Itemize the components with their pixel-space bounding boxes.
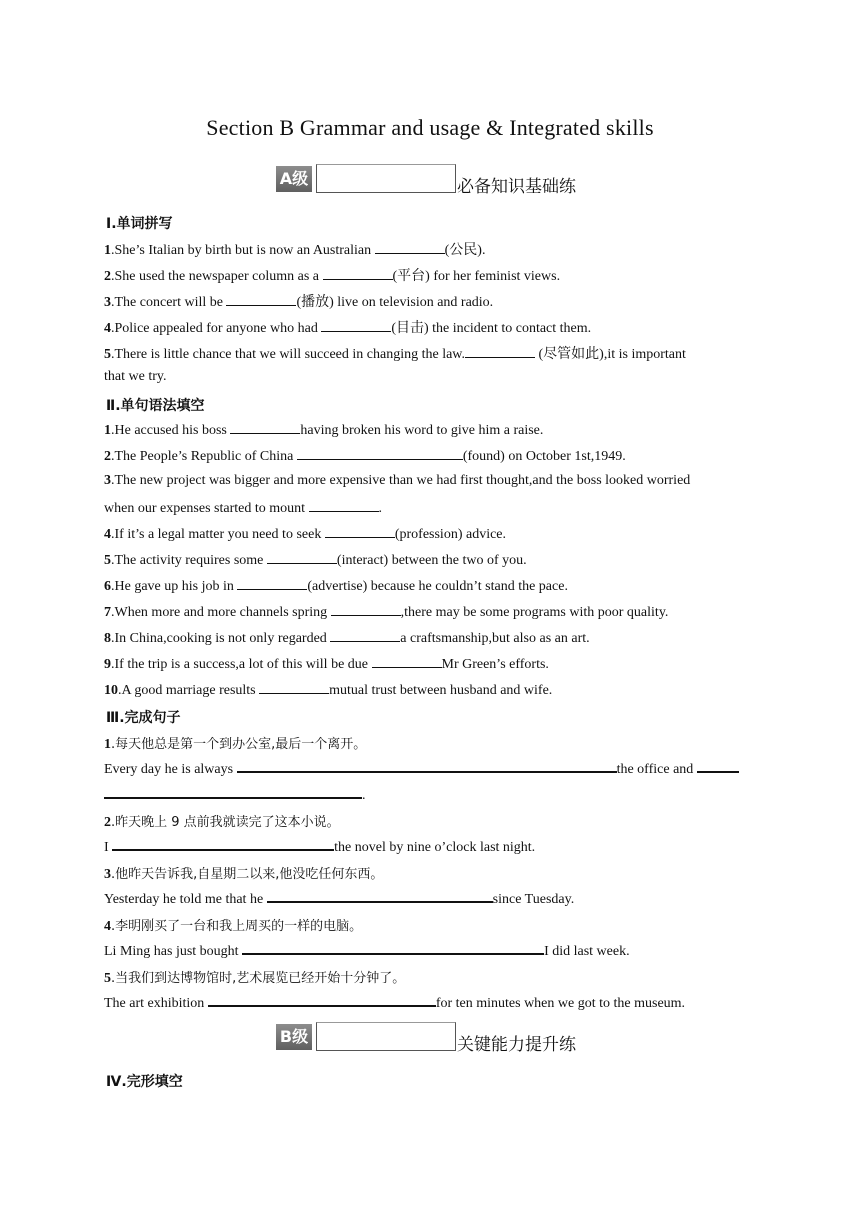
s1-item-5-cont: that we try. — [104, 369, 167, 384]
s2-item-9: 9.If the trip is a success,a lot of this will be due Mr Green’s efforts. — [104, 657, 549, 672]
answer-blank[interactable] — [697, 759, 739, 773]
s2-item-4: 4.If it’s a legal matter you need to seek (profession) advice. — [104, 527, 507, 542]
level-b-badge: B级 — [276, 1024, 312, 1050]
answer-blank[interactable] — [309, 499, 379, 512]
s3-item-1: Every day he is always the office and — [104, 759, 739, 778]
section-heading-4: Ⅳ.完形填空 — [106, 1074, 183, 1090]
s1-item-3: 3.The concert will be (播放) live on television and radio. — [104, 295, 494, 310]
answer-blank[interactable] — [208, 993, 436, 1007]
answer-blank[interactable] — [330, 629, 400, 642]
answer-blank[interactable] — [267, 889, 493, 903]
answer-blank[interactable] — [372, 655, 442, 668]
section-heading-2: Ⅱ.单句语法填空 — [106, 398, 205, 414]
s2-item-1: 1.He accused his boss having broken his word to give him a raise. — [104, 423, 544, 438]
s3-item-4: Li Ming has just bought I did last week. — [104, 941, 630, 960]
answer-blank[interactable] — [325, 525, 395, 538]
s3-item-1-cont: . — [104, 785, 366, 804]
answer-blank[interactable] — [237, 759, 617, 773]
answer-blank[interactable] — [297, 447, 463, 460]
section-heading-3: Ⅲ.完成句子 — [106, 710, 181, 726]
answer-blank[interactable] — [230, 421, 300, 434]
s2-item-10: 10.A good marriage results mutual trust between husband and wife. — [104, 683, 553, 698]
s2-item-2: 2.The People’s Republic of China (found) on October 1st,1949. — [104, 449, 626, 464]
s1-item-5: 5.There is little chance that we will succeed in changing the law. (尽管如此),it is important — [104, 347, 686, 362]
s3-item-2: I the novel by nine o’clock last night. — [104, 837, 535, 856]
s3-item-5: The art exhibition for ten minutes when we got to the museum. — [104, 993, 685, 1012]
s2-item-8: 8.In China,cooking is not only regarded a craftsmanship,but also as an art. — [104, 631, 590, 646]
level-b-title: 关键能力提升练 — [457, 1035, 576, 1055]
s3-item-5-cn: 5.当我们到达博物馆时,艺术展览已经开始十分钟了。 — [104, 971, 406, 986]
level-a-box — [316, 164, 456, 193]
answer-blank[interactable] — [321, 319, 391, 332]
s2-item-7: 7.When more and more channels spring ,there may be some programs with poor quality. — [104, 605, 669, 620]
answer-blank[interactable] — [465, 345, 535, 358]
answer-blank[interactable] — [104, 785, 362, 799]
s2-item-5: 5.The activity requires some (interact) between the two of you. — [104, 553, 527, 568]
answer-blank[interactable] — [112, 837, 334, 851]
s2-item-3-cont: when our expenses started to mount . — [104, 501, 383, 516]
answer-blank[interactable] — [331, 603, 401, 616]
s3-item-4-cn: 4.李明刚买了一台和我上周买的一样的电脑。 — [104, 919, 363, 934]
level-a-badge: A级 — [276, 166, 312, 192]
answer-blank[interactable] — [267, 551, 337, 564]
answer-blank[interactable] — [237, 577, 307, 590]
s3-item-2-cn: 2.昨天晚上 9 点前我就读完了这本小说。 — [104, 815, 340, 830]
s2-item-3: 3.The new project was bigger and more expensive than we had first thought,and the boss looked worried — [104, 473, 691, 488]
s2-item-6: 6.He gave up his job in (advertise) because he couldn’t stand the pace. — [104, 579, 568, 594]
answer-blank[interactable] — [259, 681, 329, 694]
level-a-title: 必备知识基础练 — [457, 177, 576, 197]
s3-item-3: Yesterday he told me that he since Tuesday. — [104, 889, 574, 908]
s1-item-1: 1.She’s Italian by birth but is now an Australian (公民). — [104, 243, 486, 258]
s3-item-3-cn: 3.他昨天告诉我,自星期二以来,他没吃任何东西。 — [104, 867, 384, 882]
page-title: Section B Grammar and usage & Integrated skills — [206, 115, 654, 140]
s3-item-1-cn: 1.每天他总是第一个到办公室,最后一个离开。 — [104, 737, 367, 752]
s1-item-2: 2.She used the newspaper column as a (平台) for her feminist views. — [104, 269, 561, 284]
answer-blank[interactable] — [226, 293, 296, 306]
answer-blank[interactable] — [323, 267, 393, 280]
s1-item-4: 4.Police appealed for anyone who had (目击) the incident to contact them. — [104, 321, 592, 336]
section-heading-1: Ⅰ.单词拼写 — [106, 216, 173, 232]
answer-blank[interactable] — [242, 941, 544, 955]
answer-blank[interactable] — [375, 241, 445, 254]
level-b-box — [316, 1022, 456, 1051]
